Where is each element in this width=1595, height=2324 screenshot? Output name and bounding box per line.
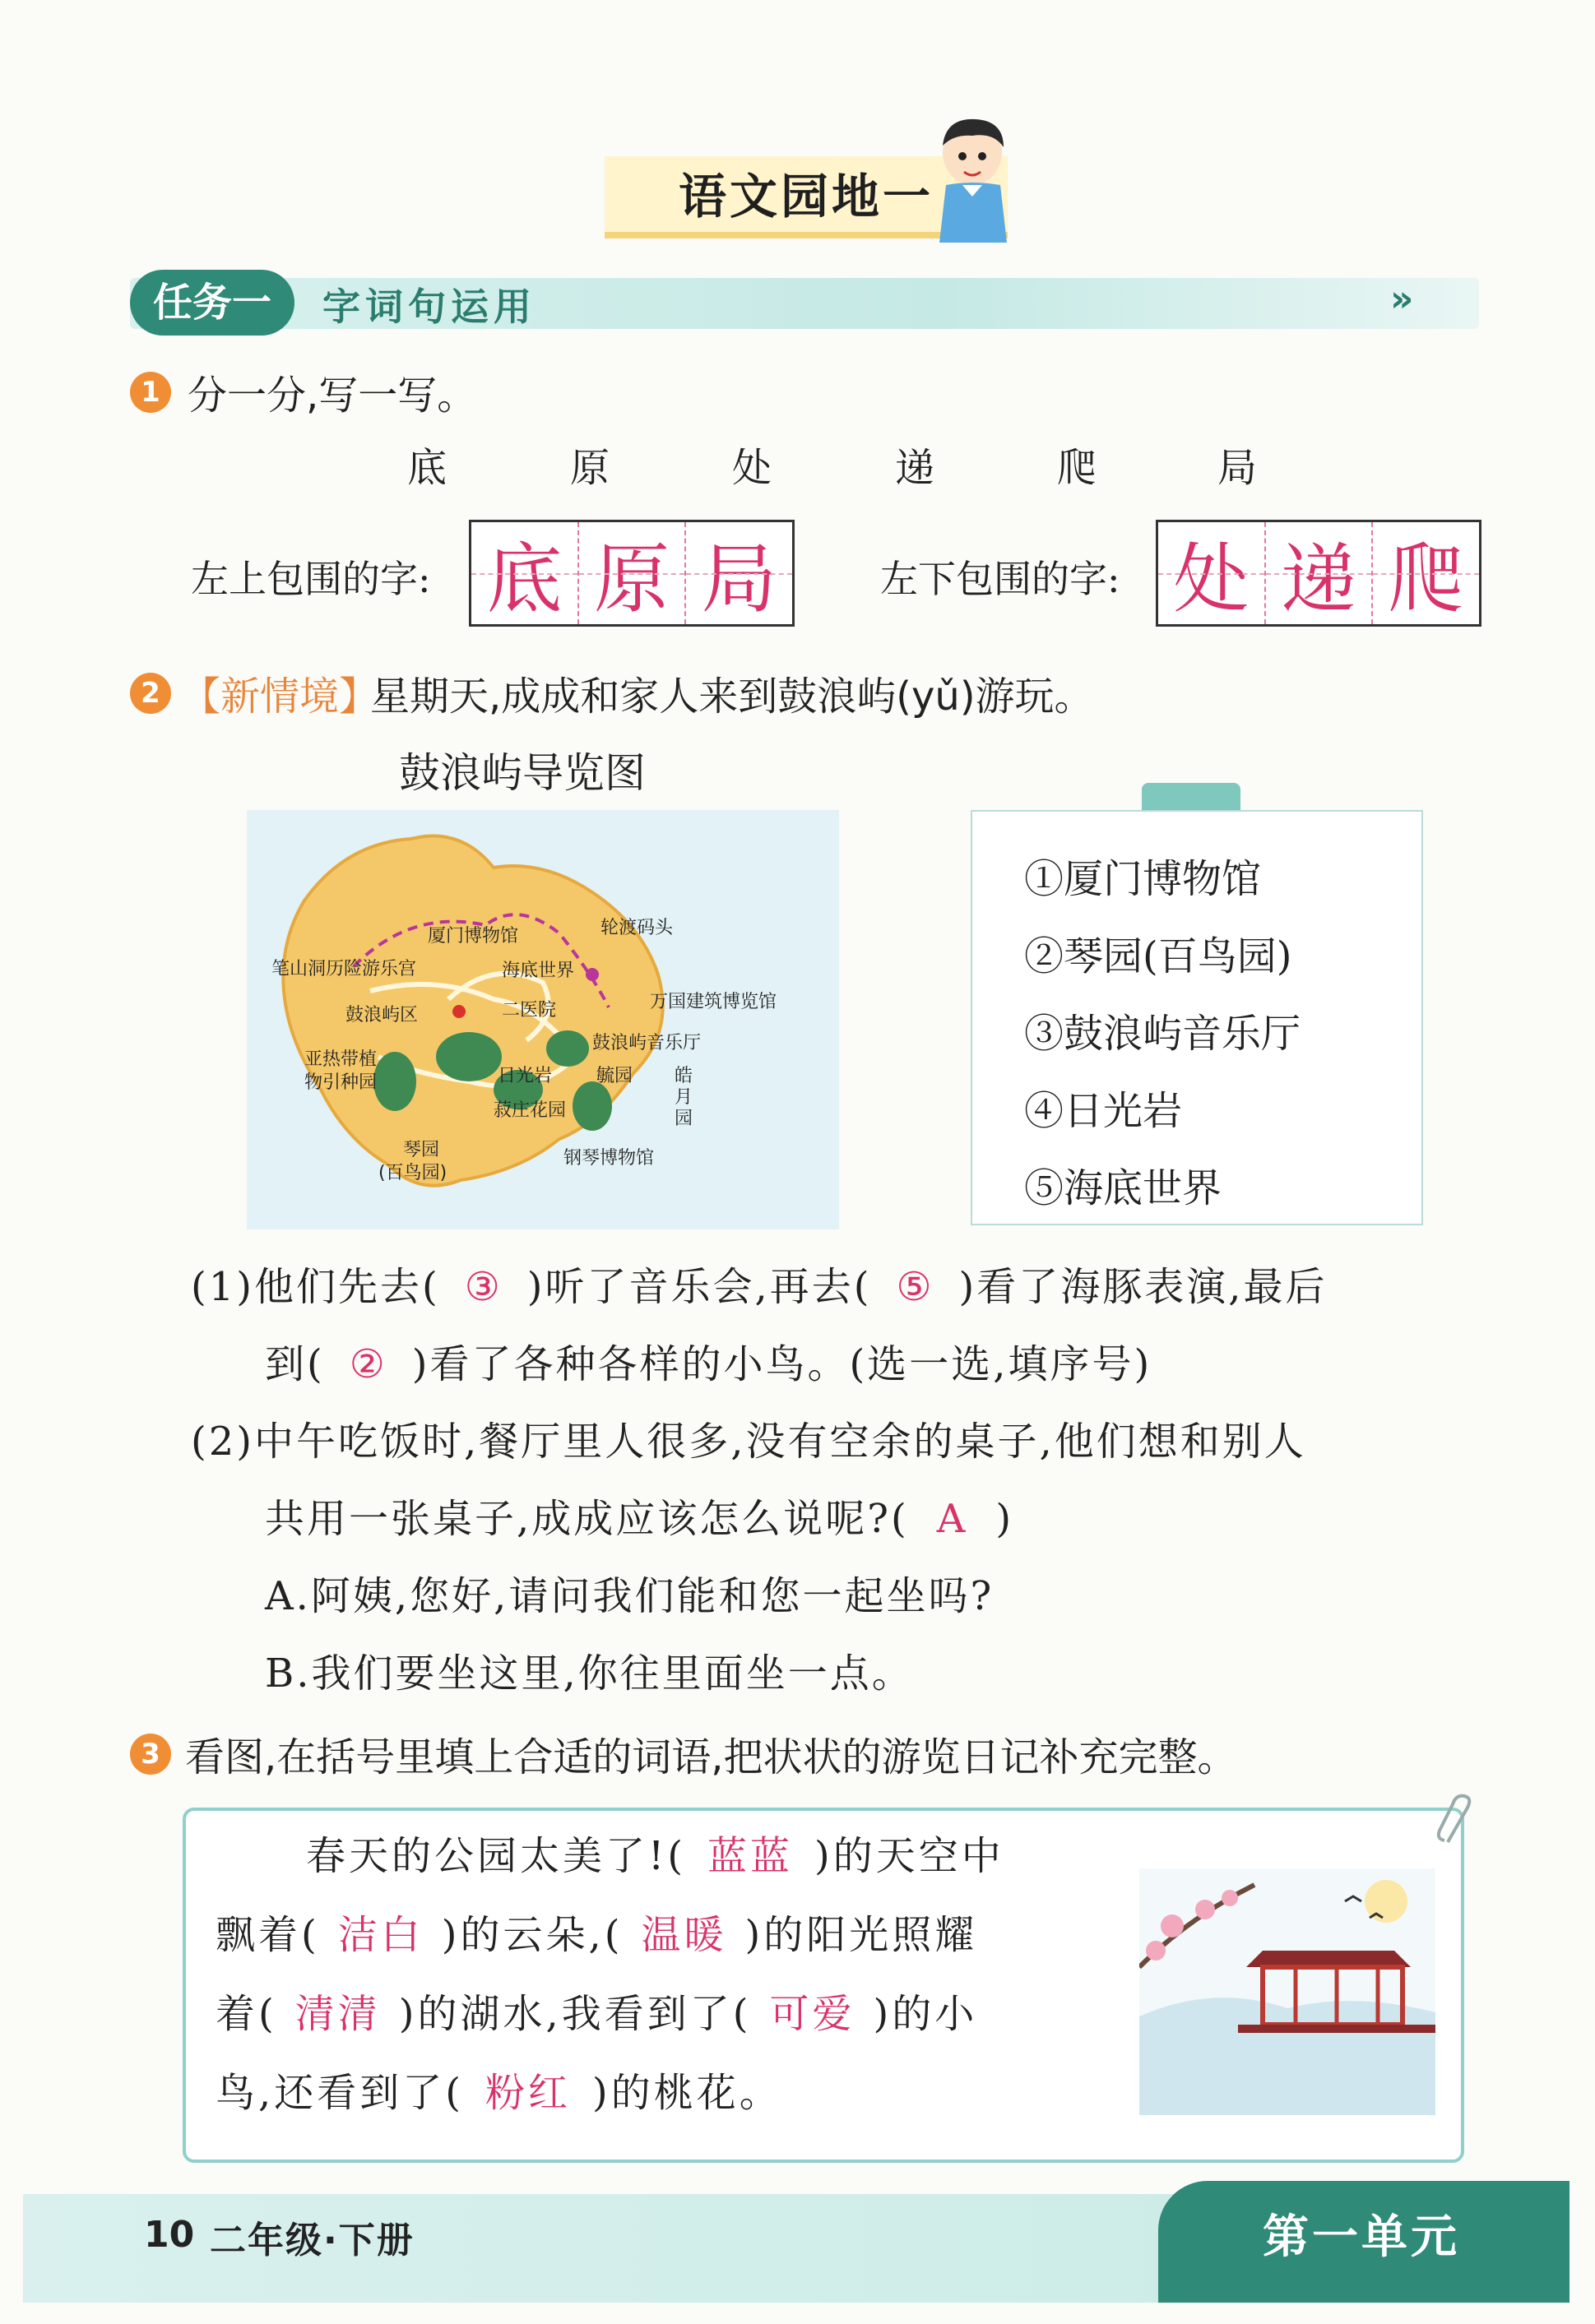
map-label: (百鸟园): [378, 1163, 447, 1183]
legend-item: ④日光岩: [1024, 1088, 1183, 1134]
question-number-2: 2: [130, 673, 171, 714]
q2-sub1-text: )听了音乐会,再去(: [526, 1264, 872, 1310]
task-subtitle: 字词句运用: [322, 285, 536, 329]
map-label: 皓: [675, 1066, 693, 1086]
paperclip-icon: [1431, 1793, 1481, 1850]
diary-answer: 温暖: [641, 1912, 727, 1958]
q1-char: 原: [570, 445, 610, 491]
map-label: 物引种园: [304, 1072, 378, 1093]
map-label: 琴园: [403, 1140, 440, 1160]
diary-answer: 可爱: [769, 1991, 855, 2037]
map-label: 亚热带植: [304, 1049, 378, 1070]
map-label: 厦门博物馆: [428, 926, 519, 947]
page-number: 10: [144, 2214, 195, 2256]
gulangyu-map: [247, 810, 839, 1229]
q2-option-b: B.我们要坐这里,你往里面坐一点。: [265, 1650, 914, 1697]
q1-char: 处: [732, 445, 772, 491]
answer-char: 处: [1158, 522, 1266, 624]
map-title: 鼓浪屿导览图: [399, 749, 646, 797]
map-label: 菽庄花园: [494, 1100, 567, 1121]
q2-sub1-text: )看了各种各样的小鸟。(选一选,填序号): [411, 1341, 1152, 1387]
map-label: 月: [675, 1087, 693, 1108]
diary-line-1: [306, 1824, 1004, 1881]
page-title: 语文园地一: [678, 169, 934, 225]
map-label: 轮渡码头: [600, 918, 674, 938]
legend-item: ②琴园(百鸟园): [1024, 933, 1292, 979]
q1-char: 爬: [1057, 445, 1097, 491]
diary-line-3: [216, 1982, 977, 2039]
diary-text: )的小: [873, 1991, 978, 2037]
legend-item: ⑤海底世界: [1024, 1165, 1222, 1211]
diary-text: 着(: [216, 1991, 277, 2037]
legend-item: ③鼓浪屿音乐厅: [1024, 1011, 1301, 1057]
diary-answer: 粉红: [485, 2070, 572, 2116]
map-label: 二医院: [502, 1000, 557, 1021]
q1-left-answer-box: [469, 520, 795, 627]
q1-left-label: 左上包围的字:: [191, 557, 431, 601]
question-number-1: 1: [130, 372, 171, 413]
diary-text: )的桃花。: [592, 2070, 782, 2116]
diary-text: )的云朵,(: [441, 1912, 624, 1958]
unit-label: 第一单元: [1263, 2211, 1460, 2264]
boy-mascot-illustration: [921, 111, 1028, 243]
map-label: 笔山洞历险游乐宫: [271, 959, 417, 979]
q2-sub2-text: ): [995, 1496, 1014, 1542]
map-label: 海底世界: [502, 961, 575, 981]
q2-sub1-line1: [191, 1255, 1328, 1312]
task-label: 任务一: [130, 270, 294, 336]
q2-sub1-text: )看了海豚表演,最后: [958, 1264, 1328, 1310]
diary-text: )的阳光照耀: [744, 1912, 978, 1958]
answer-char: 递: [1266, 522, 1374, 624]
answer-char: 局: [686, 522, 792, 624]
q1-right-answer-box: [1156, 520, 1481, 627]
legend-item: ①厦门博物馆: [1024, 856, 1262, 902]
map-label: 鼓浪屿区: [345, 1005, 419, 1025]
diary-text: 鸟,还看到了(: [216, 2070, 464, 2116]
q3-prompt: 看图,在括号里填上合适的词语,把状状的游览日记补充完整。: [185, 1734, 1237, 1780]
q1-right-label: 左下包围的字:: [880, 557, 1120, 601]
diary-text: 飘着(: [216, 1912, 320, 1958]
q2-sub1-answer-2: ⑤: [896, 1264, 934, 1310]
diary-text: )的天空中: [814, 1833, 1004, 1879]
q1-char: 底: [407, 445, 447, 491]
map-label: 钢琴博物馆: [563, 1148, 655, 1169]
double-chevron-icon: »: [1390, 278, 1414, 320]
park-pavilion-illustration: [1139, 1868, 1435, 2115]
q2-option-a: A.阿姨,您好,请问我们能和您一起坐吗?: [265, 1573, 995, 1619]
diary-line-2: [216, 1903, 977, 1960]
map-label: 毓园: [596, 1066, 633, 1086]
q1-char: 递: [895, 445, 935, 491]
q2-tag: 【新情境】: [181, 674, 379, 720]
q1-prompt: 分一分,写一写。: [188, 373, 477, 419]
diary-text: )的湖水,我看到了(: [398, 1991, 752, 2037]
q2-sub1-text: 到(: [265, 1341, 325, 1387]
diary-line-4: [216, 2061, 782, 2118]
map-label: 日光岩: [498, 1066, 553, 1086]
map-label: 园: [675, 1109, 693, 1129]
q2-prompt: 星期天,成成和家人来到鼓浪屿(yǔ)游玩。: [370, 674, 1094, 720]
q2-sub1-line2: [265, 1332, 1152, 1389]
q2-sub2-text: 共用一张桌子,成成应该怎么说呢?(: [265, 1496, 909, 1542]
q2-sub2-line1: (2)中午吃饭时,餐厅里人很多,没有空余的桌子,他们想和别人: [191, 1419, 1306, 1465]
q2-sub1-text: (1)他们先去(: [191, 1264, 440, 1310]
q2-sub2-answer: A: [936, 1496, 968, 1542]
map-label: 万国建筑博览馆: [650, 992, 777, 1012]
diary-text: 春天的公园太美了!(: [306, 1833, 687, 1879]
q2-sub1-answer-1: ③: [464, 1264, 503, 1310]
q1-char: 局: [1217, 445, 1258, 491]
q2-sub2-line2: [265, 1487, 1013, 1544]
diary-answer: 清清: [294, 1991, 381, 2037]
map-label: 鼓浪屿音乐厅: [592, 1033, 702, 1053]
diary-answer: 洁白: [337, 1912, 424, 1958]
diary-answer: 蓝蓝: [707, 1833, 794, 1879]
answer-char: 原: [579, 522, 687, 624]
q2-sub1-answer-3: ②: [349, 1341, 387, 1387]
question-number-3: 3: [130, 1734, 171, 1775]
answer-char: 底: [471, 522, 579, 624]
answer-char: 爬: [1373, 522, 1479, 624]
grade-label: 二年级·下册: [210, 2220, 415, 2262]
